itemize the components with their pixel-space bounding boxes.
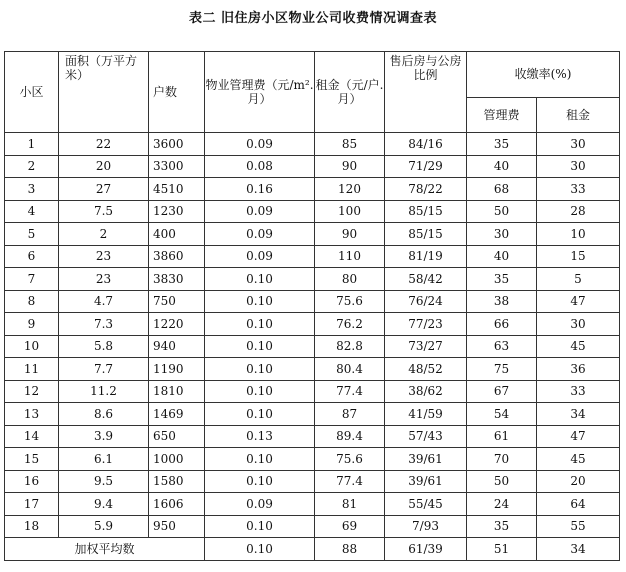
cell-ratio: 48/52 bbox=[385, 358, 467, 381]
cell-rent: 90 bbox=[315, 155, 385, 178]
cell-rent: 89.4 bbox=[315, 425, 385, 448]
cell-management-fee: 0.10 bbox=[205, 290, 315, 313]
table-row bbox=[5, 425, 620, 448]
footer-management-fee: 0.10 bbox=[205, 538, 315, 561]
cell-ratio: 39/61 bbox=[385, 448, 467, 471]
header-collection-rate: 收缴率(%) bbox=[467, 52, 620, 98]
footer-ratio: 61/39 bbox=[385, 538, 467, 561]
cell-households: 3300 bbox=[149, 155, 205, 178]
cell-households: 1220 bbox=[149, 313, 205, 336]
cell-district: 1 bbox=[5, 133, 59, 156]
cell-collection-management: 40 bbox=[467, 245, 537, 268]
cell-ratio: 7/93 bbox=[385, 515, 467, 538]
table-body bbox=[5, 133, 620, 538]
cell-collection-management: 38 bbox=[467, 290, 537, 313]
cell-collection-rent: 45 bbox=[537, 335, 620, 358]
cell-ratio: 71/29 bbox=[385, 155, 467, 178]
cell-management-fee: 0.10 bbox=[205, 515, 315, 538]
cell-management-fee: 0.09 bbox=[205, 223, 315, 246]
table-row bbox=[5, 290, 620, 313]
cell-district: 8 bbox=[5, 290, 59, 313]
cell-ratio: 81/19 bbox=[385, 245, 467, 268]
cell-ratio: 84/16 bbox=[385, 133, 467, 156]
header-ratio: 售后房与公房比例 bbox=[385, 52, 467, 133]
footer-collection-rent: 34 bbox=[537, 538, 620, 561]
table-row bbox=[5, 403, 620, 426]
cell-area: 6.1 bbox=[59, 448, 149, 471]
cell-collection-management: 54 bbox=[467, 403, 537, 426]
cell-area: 2 bbox=[59, 223, 149, 246]
cell-district: 18 bbox=[5, 515, 59, 538]
header-collection-management: 管理费 bbox=[467, 98, 537, 133]
cell-ratio: 39/61 bbox=[385, 470, 467, 493]
cell-collection-rent: 28 bbox=[537, 200, 620, 223]
table-row bbox=[5, 380, 620, 403]
cell-ratio: 78/22 bbox=[385, 178, 467, 201]
table-row bbox=[5, 223, 620, 246]
cell-collection-rent: 47 bbox=[537, 290, 620, 313]
cell-collection-rent: 34 bbox=[537, 403, 620, 426]
cell-collection-management: 24 bbox=[467, 493, 537, 516]
cell-management-fee: 0.16 bbox=[205, 178, 315, 201]
cell-management-fee: 0.13 bbox=[205, 425, 315, 448]
cell-rent: 80.4 bbox=[315, 358, 385, 381]
cell-households: 400 bbox=[149, 223, 205, 246]
cell-rent: 69 bbox=[315, 515, 385, 538]
cell-rent: 75.6 bbox=[315, 290, 385, 313]
table-row bbox=[5, 268, 620, 291]
cell-collection-rent: 64 bbox=[537, 493, 620, 516]
header-collection-rent: 租金 bbox=[537, 98, 620, 133]
cell-district: 2 bbox=[5, 155, 59, 178]
cell-collection-management: 35 bbox=[467, 133, 537, 156]
cell-management-fee: 0.10 bbox=[205, 403, 315, 426]
cell-collection-management: 75 bbox=[467, 358, 537, 381]
cell-households: 4510 bbox=[149, 178, 205, 201]
cell-rent: 110 bbox=[315, 245, 385, 268]
cell-ratio: 76/24 bbox=[385, 290, 467, 313]
cell-households: 3860 bbox=[149, 245, 205, 268]
cell-management-fee: 0.09 bbox=[205, 200, 315, 223]
cell-collection-rent: 33 bbox=[537, 178, 620, 201]
cell-district: 17 bbox=[5, 493, 59, 516]
cell-ratio: 41/59 bbox=[385, 403, 467, 426]
header-rent: 租金（元/户.月） bbox=[315, 52, 385, 133]
cell-collection-rent: 20 bbox=[537, 470, 620, 493]
header-management-fee: 物业管理费（元/m².月） bbox=[205, 52, 315, 133]
cell-area: 22 bbox=[59, 133, 149, 156]
cell-collection-management: 35 bbox=[467, 268, 537, 291]
cell-management-fee: 0.10 bbox=[205, 470, 315, 493]
cell-collection-rent: 30 bbox=[537, 155, 620, 178]
cell-collection-rent: 10 bbox=[537, 223, 620, 246]
footer-row bbox=[5, 538, 620, 561]
cell-collection-rent: 5 bbox=[537, 268, 620, 291]
cell-district: 4 bbox=[5, 200, 59, 223]
cell-management-fee: 0.10 bbox=[205, 380, 315, 403]
cell-area: 27 bbox=[59, 178, 149, 201]
cell-management-fee: 0.10 bbox=[205, 358, 315, 381]
table-title: 表二 旧住房小区物业公司收费情况调查表 bbox=[188, 11, 438, 26]
cell-rent: 87 bbox=[315, 403, 385, 426]
table-row bbox=[5, 515, 620, 538]
cell-district: 5 bbox=[5, 223, 59, 246]
cell-collection-management: 40 bbox=[467, 155, 537, 178]
cell-management-fee: 0.09 bbox=[205, 493, 315, 516]
cell-collection-management: 50 bbox=[467, 470, 537, 493]
cell-area: 8.6 bbox=[59, 403, 149, 426]
cell-area: 7.3 bbox=[59, 313, 149, 336]
header-households: 户数 bbox=[149, 52, 205, 133]
table-row bbox=[5, 133, 620, 156]
cell-households: 3830 bbox=[149, 268, 205, 291]
cell-area: 11.2 bbox=[59, 380, 149, 403]
cell-collection-management: 50 bbox=[467, 200, 537, 223]
table-row bbox=[5, 178, 620, 201]
cell-district: 14 bbox=[5, 425, 59, 448]
cell-area: 7.7 bbox=[59, 358, 149, 381]
cell-area: 3.9 bbox=[59, 425, 149, 448]
cell-collection-management: 63 bbox=[467, 335, 537, 358]
cell-area: 7.5 bbox=[59, 200, 149, 223]
cell-households: 1230 bbox=[149, 200, 205, 223]
cell-rent: 82.8 bbox=[315, 335, 385, 358]
footer-label: 加权平均数 bbox=[5, 538, 205, 561]
cell-rent: 85 bbox=[315, 133, 385, 156]
cell-collection-rent: 47 bbox=[537, 425, 620, 448]
cell-households: 950 bbox=[149, 515, 205, 538]
cell-rent: 81 bbox=[315, 493, 385, 516]
cell-households: 1469 bbox=[149, 403, 205, 426]
header-district: 小区 bbox=[5, 52, 59, 133]
fee-survey-table bbox=[4, 51, 620, 561]
cell-households: 1810 bbox=[149, 380, 205, 403]
cell-rent: 77.4 bbox=[315, 380, 385, 403]
cell-district: 16 bbox=[5, 470, 59, 493]
cell-district: 9 bbox=[5, 313, 59, 336]
cell-rent: 75.6 bbox=[315, 448, 385, 471]
table-row bbox=[5, 358, 620, 381]
cell-district: 6 bbox=[5, 245, 59, 268]
cell-collection-rent: 15 bbox=[537, 245, 620, 268]
cell-management-fee: 0.08 bbox=[205, 155, 315, 178]
cell-area: 20 bbox=[59, 155, 149, 178]
cell-households: 650 bbox=[149, 425, 205, 448]
cell-collection-rent: 30 bbox=[537, 313, 620, 336]
cell-district: 13 bbox=[5, 403, 59, 426]
table-row bbox=[5, 245, 620, 268]
cell-district: 10 bbox=[5, 335, 59, 358]
cell-households: 3600 bbox=[149, 133, 205, 156]
table-row bbox=[5, 155, 620, 178]
cell-area: 23 bbox=[59, 245, 149, 268]
cell-district: 11 bbox=[5, 358, 59, 381]
cell-rent: 80 bbox=[315, 268, 385, 291]
cell-ratio: 85/15 bbox=[385, 200, 467, 223]
cell-ratio: 57/43 bbox=[385, 425, 467, 448]
cell-households: 1190 bbox=[149, 358, 205, 381]
cell-ratio: 58/42 bbox=[385, 268, 467, 291]
cell-collection-rent: 36 bbox=[537, 358, 620, 381]
cell-collection-management: 66 bbox=[467, 313, 537, 336]
cell-ratio: 77/23 bbox=[385, 313, 467, 336]
cell-collection-management: 35 bbox=[467, 515, 537, 538]
cell-district: 7 bbox=[5, 268, 59, 291]
cell-area: 23 bbox=[59, 268, 149, 291]
cell-management-fee: 0.10 bbox=[205, 335, 315, 358]
cell-management-fee: 0.10 bbox=[205, 448, 315, 471]
cell-area: 5.8 bbox=[59, 335, 149, 358]
table-row bbox=[5, 493, 620, 516]
header-area: 面积（万平方米） bbox=[59, 52, 149, 133]
cell-collection-rent: 55 bbox=[537, 515, 620, 538]
cell-area: 9.4 bbox=[59, 493, 149, 516]
cell-management-fee: 0.09 bbox=[205, 245, 315, 268]
cell-management-fee: 0.09 bbox=[205, 133, 315, 156]
footer-collection-management: 51 bbox=[467, 538, 537, 561]
cell-collection-management: 67 bbox=[467, 380, 537, 403]
cell-households: 1000 bbox=[149, 448, 205, 471]
table-row bbox=[5, 448, 620, 471]
cell-collection-management: 68 bbox=[467, 178, 537, 201]
cell-collection-management: 61 bbox=[467, 425, 537, 448]
cell-rent: 90 bbox=[315, 223, 385, 246]
cell-area: 5.9 bbox=[59, 515, 149, 538]
table-row bbox=[5, 335, 620, 358]
table-row bbox=[5, 470, 620, 493]
cell-ratio: 38/62 bbox=[385, 380, 467, 403]
table-row bbox=[5, 200, 620, 223]
footer-rent: 88 bbox=[315, 538, 385, 561]
cell-district: 15 bbox=[5, 448, 59, 471]
cell-collection-management: 70 bbox=[467, 448, 537, 471]
cell-households: 940 bbox=[149, 335, 205, 358]
cell-rent: 77.4 bbox=[315, 470, 385, 493]
cell-rent: 76.2 bbox=[315, 313, 385, 336]
cell-management-fee: 0.10 bbox=[205, 313, 315, 336]
cell-area: 4.7 bbox=[59, 290, 149, 313]
cell-district: 3 bbox=[5, 178, 59, 201]
cell-rent: 100 bbox=[315, 200, 385, 223]
cell-collection-rent: 30 bbox=[537, 133, 620, 156]
cell-district: 12 bbox=[5, 380, 59, 403]
cell-collection-rent: 33 bbox=[537, 380, 620, 403]
cell-households: 1580 bbox=[149, 470, 205, 493]
cell-households: 750 bbox=[149, 290, 205, 313]
cell-management-fee: 0.10 bbox=[205, 268, 315, 291]
cell-ratio: 85/15 bbox=[385, 223, 467, 246]
cell-households: 1606 bbox=[149, 493, 205, 516]
cell-ratio: 55/45 bbox=[385, 493, 467, 516]
cell-collection-rent: 45 bbox=[537, 448, 620, 471]
cell-rent: 120 bbox=[315, 178, 385, 201]
cell-area: 9.5 bbox=[59, 470, 149, 493]
table-row bbox=[5, 313, 620, 336]
cell-ratio: 73/27 bbox=[385, 335, 467, 358]
cell-collection-management: 30 bbox=[467, 223, 537, 246]
